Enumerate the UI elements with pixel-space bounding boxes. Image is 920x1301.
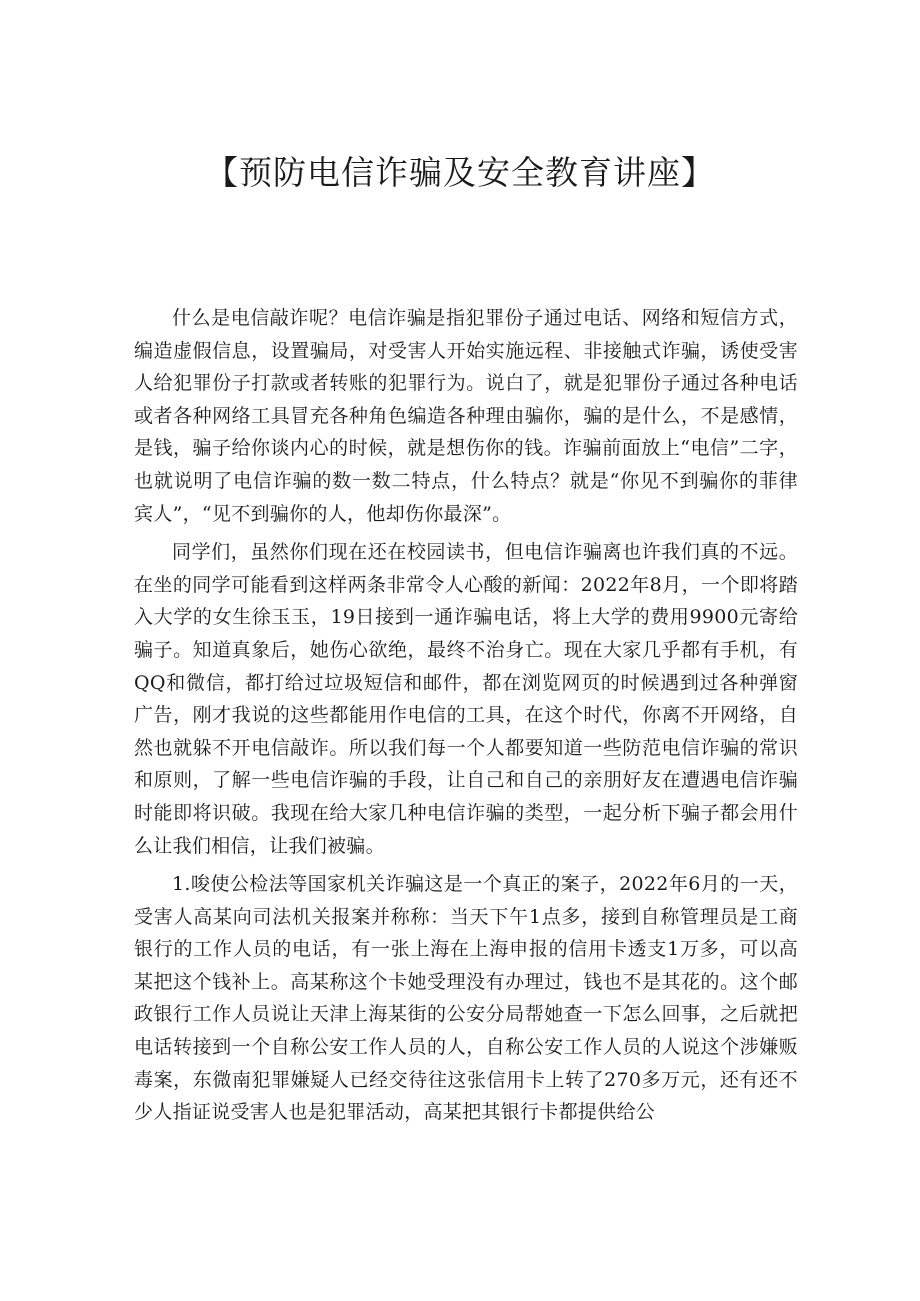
paragraph-students: 同学们，虽然你们现在还在校园读书，但电信诈骗离也许我们真的不远。在坐的同学可能看到这样两条非常令人心酸的新闻：2022年8月，一个即将踏入大学的女生徐玉玉，19日接到一通诈骗电话，将上大学的费用9900元寄给骗子。知道真象后，她伤心欲绝，最终不治身亡。现在大家几乎都有手机，有QQ和微信，都打给过垃圾短信和邮件，都在浏览网页的时候遇到过各种弹窗广告，刚才我说的这些都能用作电信的工具，在这个时代，你离不开网络，自然也就躲不开电信敲诈。所以我们每一个人都要知道一些防范电信诈骗的常识和原则，了解一些电信诈骗的手段，让自己和自己的亲朋好友在遭遇电信诈骗时能即将识破。我现在给大家几种电信诈骗的类型，一起分析下骗子都会用什么让我们相信，让我们被骗。 bbox=[134, 541, 798, 857]
document-title: 【预防电信诈骗及安全教育讲座】 bbox=[205, 153, 715, 192]
paragraph-case-1: 1.唆使公检法等国家机关诈骗这是一个真正的案子，2022年6月的一天，受害人高某向司法机关报案并称称：当天下午1点多，接到自称管理员是工商银行的工作人员的电话，有一张上海在上海申报的信用卡透支1万多，可以高某把这个钱补上。高某称这个卡她受理没有办理过，钱也不是其花的。这个邮政银行工作人员说让天津上海某街的公安分局帮她查一下怎么回事，之后就把电话转接到一个自称公安工作人员的人，自称公安工作人员的人说这个涉嫌贩毒案，东微南犯罪嫌疑人已经交待往这张信用卡上转了270多万元，还有还不少人指证说受害人也是犯罪活动，高某把其银行卡都提供给公 bbox=[134, 873, 798, 1124]
paragraph-intro: 什么是电信敲诈呢？电信诈骗是指犯罪份子通过电话、网络和短信方式，编造虚假信息，设置骗局，对受害人开始实施远程、非接触式诈骗，诱使受害人给犯罪份子打款或者转账的犯罪行为。说白了，就是犯罪份子通过各种电话或者各种网络工具冒充各种角色编造各种理由骗你，骗的是什么，不是感情，是钱，骗子给你谈内心的时候，就是想伤你的钱。诈骗前面放上“电信”二字，也就说明了电信诈骗的数一数二特点，什么特点？就是“你见不到骗你的菲律宾人”，“见不到骗你的人，他却伤你最深”。 bbox=[134, 307, 798, 525]
document-body bbox=[134, 302, 798, 1135]
